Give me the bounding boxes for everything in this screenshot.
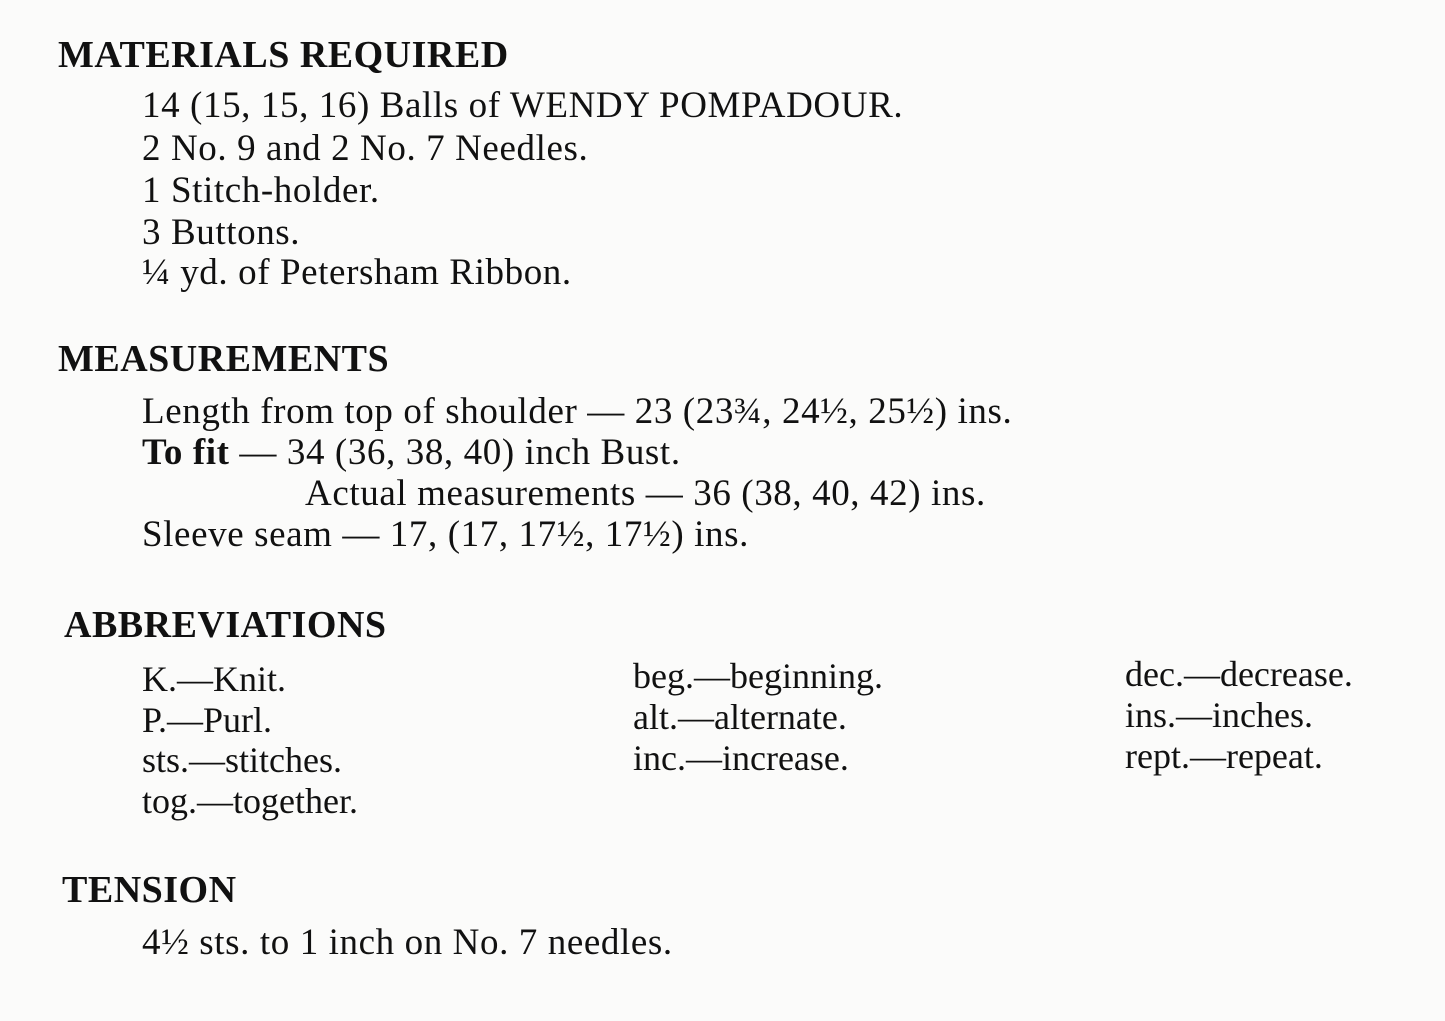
abbr-repeat: rept.—repeat. (1125, 736, 1323, 776)
abbr-increase: inc.—increase. (633, 738, 849, 778)
measurement-sleeve: Sleeve seam — 17, (17, 17½, 17½) ins. (142, 514, 749, 555)
abbreviations-heading: ABBREVIATIONS (64, 604, 387, 646)
materials-item-ribbon: ¼ yd. of Petersham Ribbon. (142, 252, 572, 293)
abbr-beginning: beg.—beginning. (633, 656, 883, 696)
measurement-length: Length from top of shoulder — 23 (23¾, 24½, 25½) ins. (142, 391, 1013, 432)
abbr-together: tog.—together. (142, 781, 358, 821)
fit-label: To fit (142, 432, 230, 473)
materials-item-buttons: 3 Buttons. (142, 212, 301, 253)
tension-text: 4½ sts. to 1 inch on No. 7 needles. (142, 922, 673, 963)
measurements-heading: MEASUREMENTS (58, 338, 390, 380)
materials-heading: MATERIALS REQUIRED (58, 34, 509, 76)
measurement-actual: Actual measurements — 36 (38, 40, 42) ins. (305, 473, 986, 514)
abbr-purl: P.—Purl. (142, 700, 273, 740)
materials-item-stitch-holder: 1 Stitch-holder. (142, 170, 380, 211)
abbr-knit: K.—Knit. (142, 659, 286, 699)
materials-item-needles: 2 No. 9 and 2 No. 7 Needles. (142, 128, 589, 169)
measurement-fit (142, 434, 681, 471)
fit-text: — 34 (36, 38, 40) inch Bust. (229, 432, 681, 473)
tension-heading: TENSION (62, 869, 237, 911)
materials-item-yarn: 14 (15, 15, 16) Balls of WENDY POMPADOUR. (142, 85, 904, 126)
abbr-alternate: alt.—alternate. (633, 697, 847, 737)
abbr-inches: ins.—inches. (1125, 695, 1313, 735)
abbr-stitches: sts.—stitches. (142, 740, 343, 780)
abbr-decrease: dec.—decrease. (1125, 654, 1353, 694)
